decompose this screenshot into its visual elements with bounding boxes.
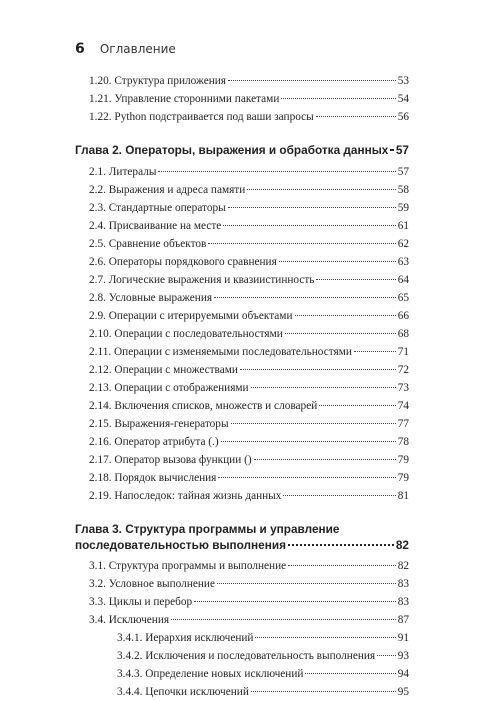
entry-page: 58 <box>397 184 409 196</box>
running-header <box>75 38 176 57</box>
entry-page: 56 <box>397 111 409 123</box>
page-number: 6 <box>75 41 85 57</box>
leader-dots <box>354 351 396 352</box>
toc-entry[interactable] <box>89 451 409 469</box>
entry-page: 57 <box>397 166 409 178</box>
leader-dots <box>295 315 396 316</box>
toc-entry[interactable] <box>89 217 409 235</box>
toc-entry[interactable] <box>89 271 409 289</box>
entry-page: 81 <box>397 490 409 502</box>
chapter-heading[interactable] <box>75 521 409 537</box>
toc-subentry[interactable] <box>117 665 409 683</box>
toc-entry[interactable] <box>89 361 409 379</box>
entry-title: 3.2. Условное выполнение <box>89 578 215 590</box>
toc-entry[interactable] <box>89 163 409 181</box>
entry-title: 1.22. Python подстраивается под ваши запросы <box>89 111 314 123</box>
leader-dots <box>221 441 396 442</box>
entry-title: 2.16. Оператор атрибута (.) <box>89 436 219 448</box>
entry-page: 79 <box>397 472 409 484</box>
entry-page: 83 <box>397 596 409 608</box>
toc-entry[interactable] <box>89 108 409 126</box>
entry-title: 2.6. Операторы порядкового сравнения <box>89 256 277 268</box>
entry-page: 72 <box>397 364 409 376</box>
entry-page: 54 <box>397 93 409 105</box>
entry-title: 2.10. Операции с последовательностями <box>89 328 283 340</box>
leader-dots <box>208 243 395 244</box>
entry-title: 3.1. Структура программы и выполнение <box>89 560 287 572</box>
toc-entry[interactable] <box>89 557 409 575</box>
leader-dots <box>217 583 396 584</box>
entry-page: 82 <box>397 560 409 572</box>
entry-page: 68 <box>397 328 409 340</box>
entry-title: 2.17. Оператор вызова функции () <box>89 454 252 466</box>
entry-title: 3.4.4. Цепочки исключений <box>117 686 249 698</box>
table-of-contents <box>75 72 409 701</box>
chapter-heading-cont[interactable] <box>75 537 409 553</box>
leader-dots <box>316 116 396 117</box>
leader-dots <box>283 495 395 496</box>
entry-page: 59 <box>397 202 409 214</box>
leader-dots <box>228 80 396 81</box>
toc-entry[interactable] <box>89 575 409 593</box>
toc-entry[interactable] <box>89 181 409 199</box>
running-title: Оглавление <box>99 42 176 56</box>
entry-page: 95 <box>397 686 409 698</box>
toc-entry[interactable] <box>89 343 409 361</box>
leader-dots <box>281 98 395 99</box>
leader-dots <box>228 207 396 208</box>
entry-page: 73 <box>397 382 409 394</box>
toc-entry[interactable] <box>89 593 409 611</box>
entry-page: 65 <box>397 292 409 304</box>
entry-page: 91 <box>397 632 409 644</box>
entry-page: 62 <box>397 238 409 250</box>
entry-title: 2.11. Операции с изменяемыми последовательностями <box>89 346 352 358</box>
leader-dots <box>223 225 395 226</box>
leader-dots <box>231 423 396 424</box>
toc-entry[interactable] <box>89 433 409 451</box>
toc-subentry[interactable] <box>117 629 409 647</box>
entry-title: 1.20. Структура приложения <box>89 75 226 87</box>
spacer <box>89 126 409 141</box>
leader-dots <box>254 459 396 460</box>
toc-entry[interactable] <box>89 325 409 343</box>
entry-title: 3.3. Циклы и перебор <box>89 596 193 608</box>
leader-dots <box>316 279 395 280</box>
toc-entry[interactable] <box>89 289 409 307</box>
entry-title: 2.18. Порядок вычисления <box>89 472 217 484</box>
leader-dots <box>240 369 396 370</box>
entry-page: 53 <box>397 75 409 87</box>
spacer <box>89 505 409 521</box>
entry-page: 77 <box>397 418 409 430</box>
chapter-page: 57 <box>395 143 409 157</box>
toc-entry[interactable] <box>89 253 409 271</box>
entry-title: 2.8. Условные выражения <box>89 292 213 304</box>
entry-page: 61 <box>397 220 409 232</box>
entry-title: 2.14. Включения списков, множеств и словарей <box>89 400 318 412</box>
entry-title: 2.7. Логические выражения и квазиистинность <box>89 274 315 286</box>
leader-dots <box>377 655 396 656</box>
toc-entry[interactable] <box>89 379 409 397</box>
toc-entry[interactable] <box>89 415 409 433</box>
leader-dots <box>288 544 394 546</box>
entry-page: 64 <box>397 274 409 286</box>
toc-entry[interactable] <box>89 72 409 90</box>
entry-title: 2.9. Операции с итерируемыми объектами <box>89 310 293 322</box>
entry-page: 78 <box>397 436 409 448</box>
leader-dots <box>255 637 395 638</box>
entry-title: 2.12. Операции с множествами <box>89 364 238 376</box>
entry-title: 2.19. Напоследок: тайная жизнь данных <box>89 490 282 502</box>
chapter-title-line1: Глава 3. Структура программы и управление <box>75 522 340 536</box>
entry-page: 87 <box>397 614 409 626</box>
leader-dots <box>285 333 396 334</box>
leader-dots <box>194 601 396 602</box>
leader-dots <box>305 673 395 674</box>
leader-dots <box>247 189 395 190</box>
leader-dots <box>158 171 395 172</box>
entry-page: 79 <box>397 454 409 466</box>
entry-page: 93 <box>397 650 409 662</box>
entry-title: 3.4. Исключения <box>89 614 170 626</box>
entry-page: 94 <box>397 668 409 680</box>
entry-page: 66 <box>397 310 409 322</box>
leader-dots <box>218 477 395 478</box>
entry-title: 2.13. Операции с отображениями <box>89 382 249 394</box>
entry-page: 74 <box>397 400 409 412</box>
entry-title: 2.15. Выражения-генераторы <box>89 418 229 430</box>
entry-title: 2.4. Присваивание на месте <box>89 220 222 232</box>
toc-entry[interactable] <box>89 611 409 629</box>
toc-entry[interactable] <box>89 235 409 253</box>
entry-title: 3.4.1. Иерархия исключений <box>117 632 254 644</box>
toc-subentry[interactable] <box>117 683 409 701</box>
toc-entry[interactable] <box>89 199 409 217</box>
toc-entry[interactable] <box>89 397 409 415</box>
leader-dots <box>251 691 396 692</box>
entry-title: 2.2. Выражения и адреса памяти <box>89 184 246 196</box>
entry-page: 63 <box>397 256 409 268</box>
leader-dots <box>279 261 396 262</box>
chapter-heading[interactable] <box>75 141 409 159</box>
toc-entry[interactable] <box>89 487 409 505</box>
chapter-title-line2: последовательностью выполнения <box>75 538 286 552</box>
entry-page: 83 <box>397 578 409 590</box>
entry-title: 2.3. Стандартные операторы <box>89 202 226 214</box>
entry-title: 2.5. Сравнение объектов <box>89 238 207 250</box>
toc-entry[interactable] <box>89 90 409 108</box>
entry-page: 71 <box>397 346 409 358</box>
leader-dots <box>390 149 394 151</box>
entry-title: 1.21. Управление сторонними пакетами <box>89 93 280 105</box>
toc-entry[interactable] <box>89 469 409 487</box>
leader-dots <box>319 405 395 406</box>
leader-dots <box>214 297 396 298</box>
entry-title: 2.1. Литералы <box>89 166 157 178</box>
toc-entry[interactable] <box>89 307 409 325</box>
chapter-title: Глава 2. Операторы, выражения и обработка данных <box>75 143 389 157</box>
chapter-page: 82 <box>395 538 409 552</box>
entry-title: 3.4.2. Исключения и последовательность выполнения <box>117 650 376 662</box>
leader-dots <box>288 565 396 566</box>
entry-title: 3.4.3. Определение новых исключений <box>117 668 304 680</box>
leader-dots <box>171 619 396 620</box>
leader-dots <box>251 387 396 388</box>
